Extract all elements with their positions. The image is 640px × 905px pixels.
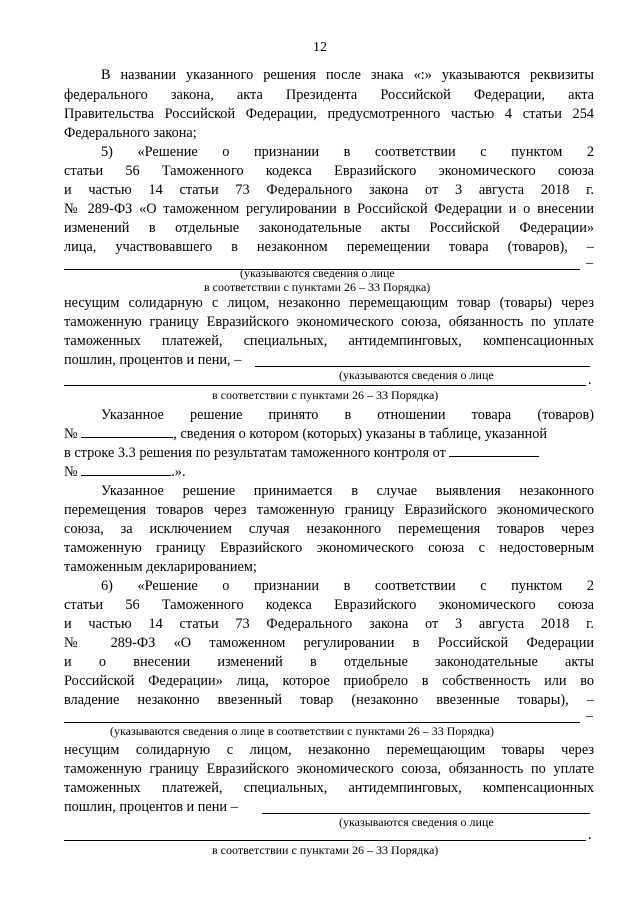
field-caption: в соответствии с пунктами 26 – 33 Порядка) (212, 843, 439, 857)
fill-in-blank (81, 425, 173, 438)
text-fragment: .». (171, 464, 186, 480)
text-line: изменений в отдельные законодательные акты Российской Федерации» (64, 220, 594, 236)
text-line: владение незаконно ввезенный товар (незаконно ввезенные товары), – (64, 692, 594, 708)
text-line: статьи 56 Таможенного кодекса Евразийского экономического союза (64, 597, 594, 613)
text-line: Правительства Российской Федерации, предусмотренного частью 4 статьи 254 (64, 106, 594, 122)
fill-in-line (64, 385, 586, 386)
text-line: Федерального закона; (64, 125, 197, 141)
dot: . (588, 372, 592, 388)
text-line: Указанное решение принимается в случае выявления незаконного (101, 483, 594, 499)
text-line: пошлин, процентов и пени – (64, 799, 238, 815)
text-fragment: , сведения о котором (которых) указаны в таблице, указанной (173, 426, 548, 442)
text-line: таможенных платежей, специальных, антидемпинговых, компенсационных (64, 780, 594, 796)
fill-in-blank (449, 444, 539, 457)
text-line: № 289-ФЗ «О таможенном регулировании в Российской Федерации (64, 635, 594, 651)
text-line (64, 463, 186, 483)
text-line (64, 425, 547, 445)
text-line: статьи 56 Таможенного кодекса Евразийского экономического союза (64, 163, 594, 179)
field-caption: (указываются сведения о лице (339, 815, 494, 829)
fill-in-line (64, 722, 580, 723)
field-caption: (указываются сведения о лице в соответствии с пунктами 26 – 33 Порядка) (110, 724, 494, 738)
text-line: перемещения товаров через таможенную границу Евразийского экономического (64, 502, 594, 518)
text-line: и о внесении изменений в отдельные законодательные акты (64, 654, 594, 670)
text-line: таможенных платежей, специальных, антидемпинговых, компенсационных (64, 333, 594, 349)
text-line: и частью 14 статьи 73 Федерального закона от 3 августа 2018 г. (64, 616, 594, 632)
page-number: 12 (313, 40, 327, 55)
field-caption: в соответствии с пунктами 26 – 33 Порядка) (212, 388, 439, 402)
dot: . (588, 827, 592, 843)
text-line: 6) «Решение о признании в соответствии с пунктом 2 (101, 578, 594, 594)
field-caption: (указываются сведения о лице (240, 266, 395, 280)
number-sign: № (64, 464, 78, 480)
text-line: пошлин, процентов и пени, – (64, 352, 242, 368)
fill-in-line (255, 366, 590, 367)
text-line: таможенную границу Евразийского экономического союза с недостоверным (64, 540, 594, 556)
text-line: и частью 14 статьи 73 Федерального закона от 3 августа 2018 г. (64, 182, 594, 198)
dash: – (586, 255, 594, 271)
text-line: Российской Федерации» лица, которое приобрело в собственность или во (64, 673, 594, 689)
fill-in-line (262, 813, 590, 814)
text-line: несущим солидарную с лицом, незаконно перемещающим товары через (64, 742, 594, 758)
dash: – (586, 708, 594, 724)
number-sign: № (64, 426, 78, 442)
fill-in-blank (81, 463, 171, 476)
text-line: таможенную границу Евразийского экономического союза, обязанность по уплате (64, 314, 594, 330)
text-line: союза, за исключением случая незаконного перемещения товаров через (64, 521, 594, 537)
text-line: лица, участвовавшего в незаконном перемещении товара (товаров), – (64, 239, 594, 255)
text-line: № 289-ФЗ «О таможенном регулировании в Российской Федерации и о внесении (64, 201, 594, 217)
text-line: В названии указанного решения после знака «:» указываются реквизиты (101, 67, 594, 83)
text-line: несущим солидарную с лицом, незаконно перемещающим товар (товары) через (64, 295, 594, 311)
field-caption: (указываются сведения о лице (339, 368, 494, 382)
text-line: таможенным декларированием; (64, 559, 257, 575)
field-caption: в соответствии с пунктами 26 – 33 Порядка) (204, 280, 431, 294)
text-line: 5) «Решение о признании в соответствии с пунктом 2 (101, 144, 594, 160)
text-line: Указанное решение принято в отношении товара (товаров) (101, 407, 594, 423)
text-fragment: в строке 3.3 решения по результатам таможенного контроля от (64, 445, 446, 461)
text-line: федерального закона, акта Президента Российской Федерации, акта (64, 87, 594, 103)
text-line (64, 444, 539, 464)
text-line: таможенную границу Евразийского экономического союза, обязанность по уплате (64, 761, 594, 777)
fill-in-line (64, 840, 586, 841)
